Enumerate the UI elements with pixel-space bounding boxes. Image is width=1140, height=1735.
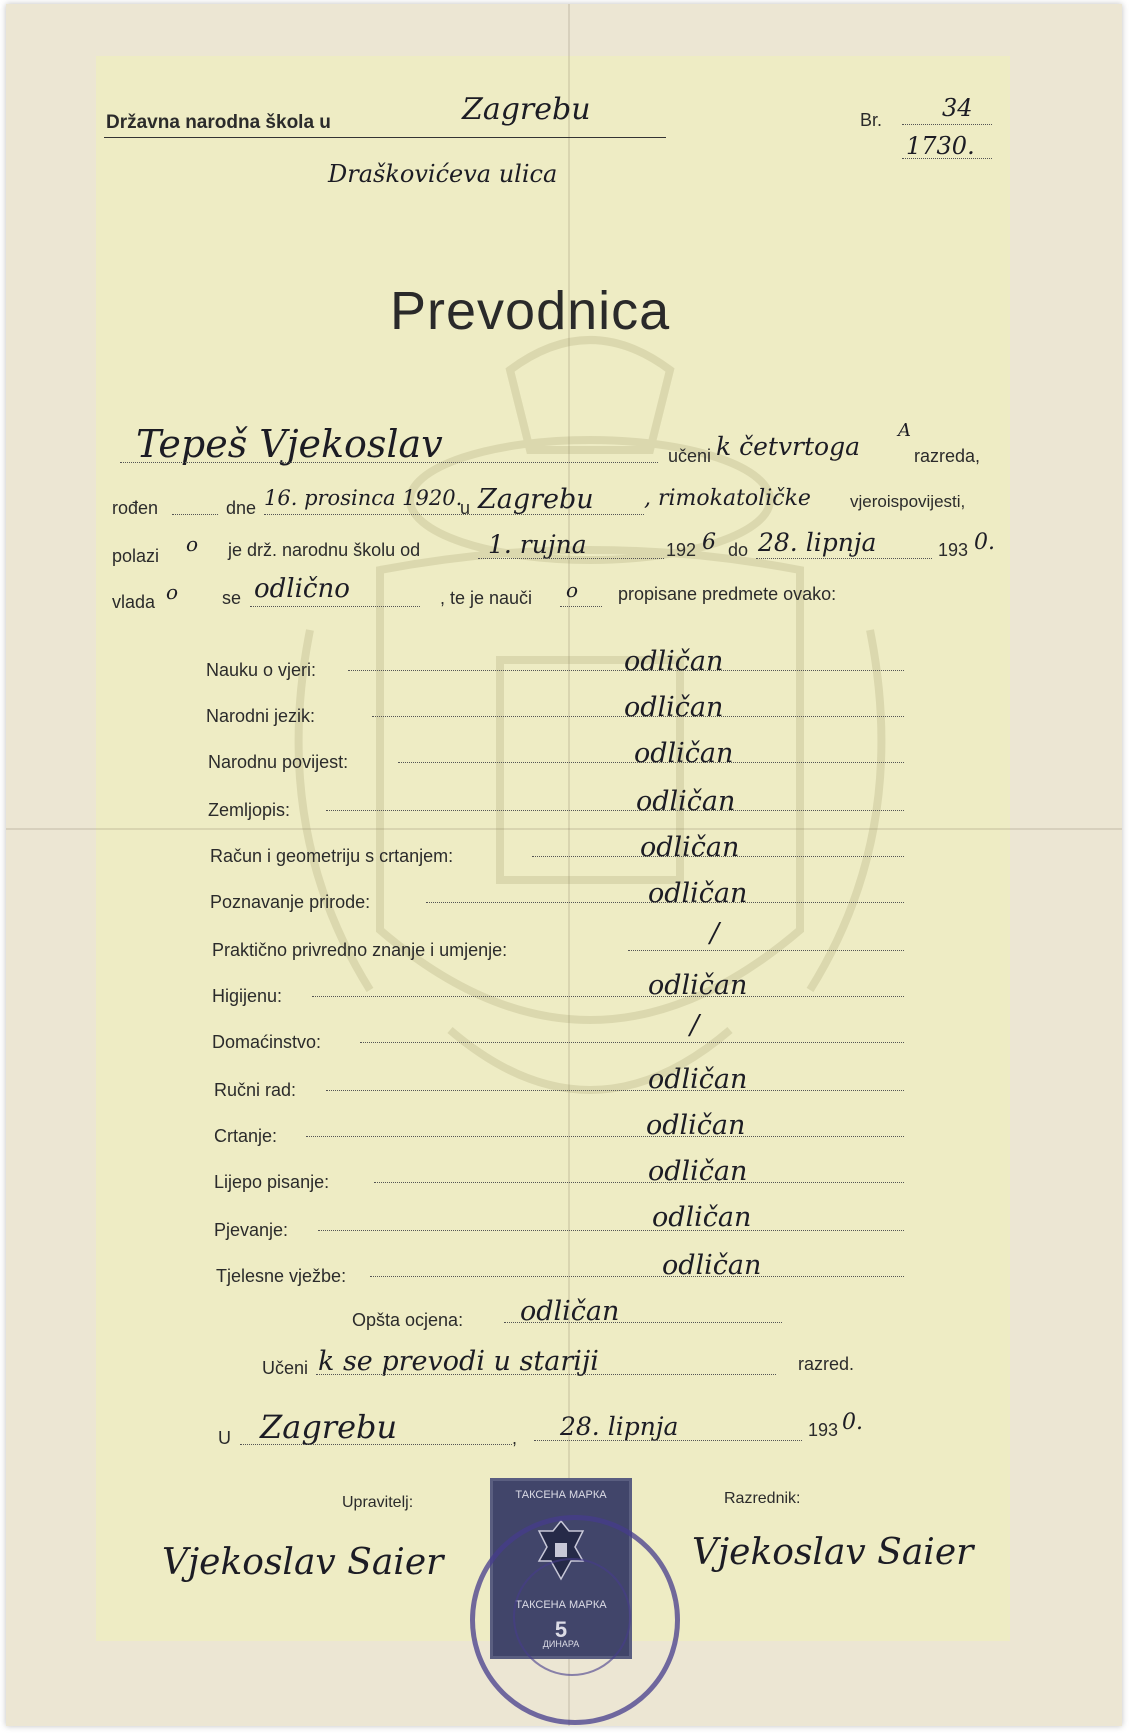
school-seal xyxy=(470,1515,680,1725)
student-name-line xyxy=(120,462,658,463)
subject-grade: odličan xyxy=(636,786,736,817)
subject-name: Ručni rad: xyxy=(214,1080,297,1100)
tax-stamp-currency: ДИНАРА xyxy=(542,1639,580,1649)
from-year-prefix: 192 xyxy=(666,540,697,560)
polazi-suffix: o xyxy=(186,532,199,556)
vlada-suffix: o xyxy=(166,580,179,604)
razred-label: razred. xyxy=(798,1354,855,1374)
subject-grade: odličan xyxy=(648,1064,748,1095)
upravitelj-label: Upravitelj: xyxy=(342,1494,414,1511)
subject-grade: odličan xyxy=(652,1202,752,1233)
promotion-text: k se prevodi u stariji xyxy=(318,1346,599,1377)
issue-place: Zagrebu xyxy=(260,1408,398,1446)
from-year-digit: 6 xyxy=(702,530,716,555)
subject-line xyxy=(326,1090,904,1091)
birth-date: 16. prosinca 1920. xyxy=(264,486,463,510)
school-street: Draškovićeva ulica xyxy=(328,160,558,188)
subject-name: Crtanje: xyxy=(214,1126,278,1146)
school-label: Državna narodna škola u xyxy=(106,112,331,133)
vjeroispovijesti-label: vjeroispovijesti, xyxy=(850,492,966,511)
subject-name: Tjelesne vježbe: xyxy=(216,1266,347,1286)
grade-level: k četvrtoga xyxy=(716,432,861,461)
tax-stamp-bottom-text: ТАКСЕНА МАРКА xyxy=(515,1599,607,1611)
document-title: Prevodnica xyxy=(390,281,671,341)
to-year-prefix: 193 xyxy=(938,540,969,560)
subject-grade: odličan xyxy=(648,878,748,909)
subject-name: Poznavanje prirode: xyxy=(210,892,371,912)
subject-line xyxy=(628,950,904,951)
br-year: 1730. xyxy=(906,132,975,160)
subject-grade: odličan xyxy=(648,970,748,1001)
tax-stamp-top-text: ТАКСЕНА МАРКА xyxy=(515,1489,607,1501)
school-seal-inner-ring xyxy=(513,1558,631,1676)
razreda-label: razreda, xyxy=(914,446,981,466)
u-label: u xyxy=(460,498,471,518)
subject-grade: odličan xyxy=(634,738,734,769)
nauci-suffix: o xyxy=(566,578,579,602)
birth-place: Zagrebu xyxy=(478,484,594,515)
subject-grade: odličan xyxy=(624,646,724,677)
skolu-label: je drž. narodnu školu od xyxy=(228,540,421,560)
upravitelj-signature: Vjekoslav Saier xyxy=(162,1542,444,1583)
class-letter: A xyxy=(898,420,911,441)
promotion-line xyxy=(316,1374,776,1375)
to-date: 28. lipnja xyxy=(758,528,877,557)
from-date-line xyxy=(478,558,664,559)
tax-stamp-value: 5 xyxy=(554,1617,568,1642)
subject-name: Lijepo pisanje: xyxy=(214,1172,330,1192)
religion: , rimokatoličke xyxy=(644,486,811,511)
nauci-line xyxy=(560,606,602,607)
overall-grade: odličan xyxy=(520,1296,620,1327)
br-number-line xyxy=(902,124,992,125)
promotion-label: Učeni xyxy=(262,1358,309,1378)
subject-name: Praktično privredno znanje i umjenje: xyxy=(212,940,508,960)
to-year-digit: 0. xyxy=(974,530,995,555)
subject-line xyxy=(374,1182,904,1183)
razrednik-signature: Vjekoslav Saier xyxy=(692,1532,974,1573)
razrednik-label: Razrednik: xyxy=(724,1490,801,1507)
vlada-label: vlada xyxy=(112,592,156,612)
subject-grade: odličan xyxy=(646,1110,746,1141)
subject-line xyxy=(360,1042,904,1043)
issue-date: 28. lipnja xyxy=(560,1412,679,1441)
uceni-label: učeni xyxy=(668,446,712,466)
birth-line xyxy=(264,514,644,515)
conduct-grade: odlično xyxy=(254,574,350,604)
br-label: Br. xyxy=(860,110,883,130)
overall-label: Opšta ocjena: xyxy=(352,1310,464,1330)
subject-name: Narodni jezik: xyxy=(206,706,316,726)
place-u-label: U xyxy=(218,1428,231,1448)
from-date: 1. rujna xyxy=(488,530,587,559)
se-label: se xyxy=(222,588,242,608)
issue-year-prefix: 193 xyxy=(808,1420,839,1440)
subject-grade: / xyxy=(690,1010,700,1041)
subject-line xyxy=(312,996,904,997)
subject-name: Pjevanje: xyxy=(214,1220,289,1240)
nauci-label: , te je nauči xyxy=(440,588,533,608)
subject-line xyxy=(370,1276,904,1277)
subject-name: Zemljopis: xyxy=(208,800,291,820)
subject-name: Higijenu: xyxy=(212,986,283,1006)
subject-name: Narodnu povijest: xyxy=(208,752,349,772)
propisane-label: propisane predmete ovako: xyxy=(618,584,837,604)
subject-name: Domaćinstvo: xyxy=(212,1032,322,1052)
to-date-line xyxy=(756,558,932,559)
roden-label: rođen xyxy=(112,498,159,518)
overall-line xyxy=(504,1322,782,1323)
subject-line xyxy=(326,810,904,811)
subject-grade: odličan xyxy=(648,1156,748,1187)
roden-line xyxy=(172,514,218,515)
polazi-label: polazi xyxy=(112,546,160,566)
subject-grade: odličan xyxy=(662,1250,762,1281)
subject-grade: odličan xyxy=(640,832,740,863)
subject-name: Nauku o vjeri: xyxy=(206,660,317,680)
school-city: Zagrebu xyxy=(462,92,591,127)
conduct-line xyxy=(250,606,420,607)
student-name: Tepeš Vjekoslav xyxy=(136,422,443,466)
issue-date-line xyxy=(534,1440,802,1441)
subject-line xyxy=(306,1136,904,1137)
issue-place-line xyxy=(240,1444,512,1445)
dne-label: dne xyxy=(226,498,257,518)
subject-name: Račun i geometriju s crtanjem: xyxy=(210,846,454,866)
subject-grade: odličan xyxy=(624,692,724,723)
school-underline xyxy=(104,137,666,138)
issue-year-digit: 0. xyxy=(842,1410,863,1435)
issue-comma: , xyxy=(512,1428,518,1448)
br-number: 34 xyxy=(942,94,973,122)
subject-grade: / xyxy=(710,918,720,949)
subject-line xyxy=(318,1230,904,1231)
br-year-line xyxy=(902,158,992,159)
do-label: do xyxy=(728,540,749,560)
